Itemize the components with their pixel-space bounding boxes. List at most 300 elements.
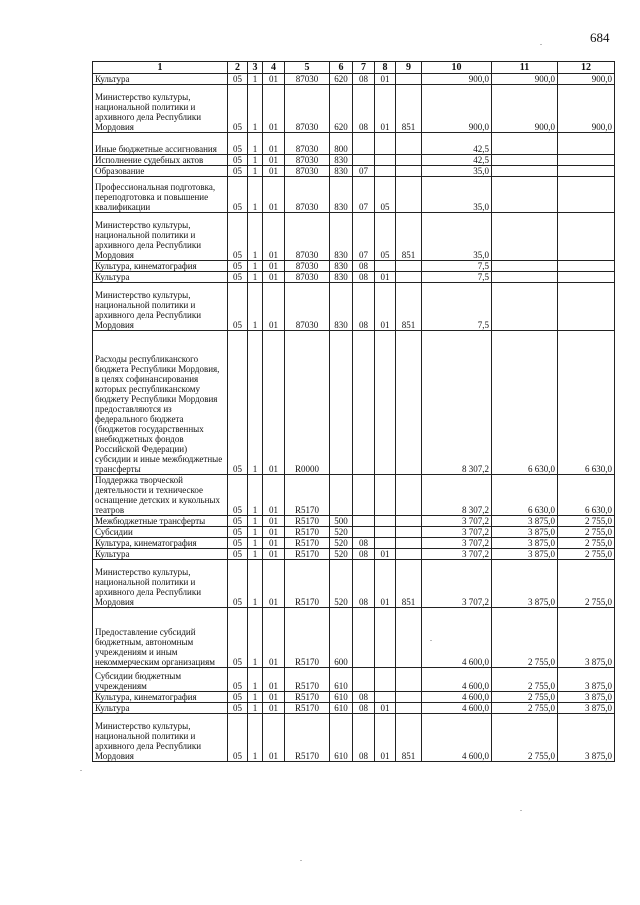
cell-direction: 87030 (285, 155, 330, 166)
cell-subprogram: 1 (248, 177, 263, 213)
cell-chapter: 05 (228, 177, 248, 213)
cell-subprogram: 1 (248, 692, 263, 703)
cell-amount-2022 (492, 133, 558, 155)
cell-expense-type: 830 (330, 155, 353, 166)
cell-ministry (396, 475, 422, 516)
cell-name: Министерство культуры, национальной политики и архивного дела Республики Мордовия (93, 560, 228, 608)
cell-direction: R5170 (285, 560, 330, 608)
cell-event: 01 (263, 608, 285, 668)
cell-event: 01 (263, 155, 285, 166)
budget-table (92, 61, 615, 762)
column-header-1: 1 (93, 62, 228, 74)
cell-amount-2022: 3 875,0 (492, 538, 558, 549)
cell-subsection: 01 (375, 85, 396, 133)
table-row (93, 155, 615, 166)
cell-chapter: 05 (228, 668, 248, 692)
cell-expense-type: 500 (330, 516, 353, 527)
table-row (93, 272, 615, 283)
cell-name: Иные бюджетные ассигнования (93, 133, 228, 155)
cell-amount-2023: 2 755,0 (558, 527, 615, 538)
cell-amount-2023: 900,0 (558, 85, 615, 133)
cell-expense-type: 610 (330, 692, 353, 703)
cell-amount-2023: 3 875,0 (558, 703, 615, 714)
cell-subsection (375, 608, 396, 668)
cell-direction: 87030 (285, 177, 330, 213)
cell-section (353, 527, 375, 538)
cell-amount-2021: 3 707,2 (422, 560, 492, 608)
cell-ministry (396, 703, 422, 714)
cell-section (353, 608, 375, 668)
cell-ministry (396, 272, 422, 283)
cell-amount-2023: 2 755,0 (558, 560, 615, 608)
cell-expense-type: 830 (330, 177, 353, 213)
cell-chapter: 05 (228, 166, 248, 177)
cell-amount-2021: 4 600,0 (422, 714, 492, 762)
cell-amount-2022: 2 755,0 (492, 714, 558, 762)
cell-name: Министерство культуры, национальной политики и архивного дела Республики Мордовия (93, 213, 228, 261)
cell-expense-type: 520 (330, 549, 353, 560)
cell-amount-2023 (558, 177, 615, 213)
cell-section: 08 (353, 703, 375, 714)
table-row (93, 608, 615, 668)
cell-event: 01 (263, 331, 285, 475)
cell-chapter: 05 (228, 714, 248, 762)
cell-event: 01 (263, 166, 285, 177)
table-row (93, 283, 615, 331)
cell-section: 08 (353, 692, 375, 703)
cell-direction: R0000 (285, 331, 330, 475)
cell-chapter: 05 (228, 692, 248, 703)
cell-subprogram: 1 (248, 283, 263, 331)
cell-amount-2022: 3 875,0 (492, 549, 558, 560)
cell-name: Культура (93, 703, 228, 714)
cell-expense-type: 830 (330, 283, 353, 331)
cell-subsection: 01 (375, 272, 396, 283)
cell-expense-type: 830 (330, 261, 353, 272)
cell-name: Министерство культуры, национальной политики и архивного дела Республики Мордовия (93, 714, 228, 762)
column-header-7: 7 (353, 62, 375, 74)
cell-chapter: 05 (228, 560, 248, 608)
page-number: 684 (590, 30, 610, 45)
cell-direction: R5170 (285, 475, 330, 516)
scan-speck (300, 860, 302, 861)
cell-subsection: 01 (375, 549, 396, 560)
cell-subprogram: 1 (248, 155, 263, 166)
cell-subprogram: 1 (248, 166, 263, 177)
cell-amount-2022: 2 755,0 (492, 668, 558, 692)
cell-amount-2021: 8 307,2 (422, 331, 492, 475)
cell-amount-2023: 2 755,0 (558, 538, 615, 549)
cell-amount-2021: 4 600,0 (422, 692, 492, 703)
cell-amount-2023 (558, 283, 615, 331)
cell-amount-2022 (492, 283, 558, 331)
cell-section (353, 133, 375, 155)
cell-section: 08 (353, 538, 375, 549)
table-row (93, 527, 615, 538)
cell-direction: R5170 (285, 608, 330, 668)
cell-expense-type: 600 (330, 608, 353, 668)
cell-amount-2023: 2 755,0 (558, 516, 615, 527)
cell-direction: 87030 (285, 272, 330, 283)
cell-amount-2022: 900,0 (492, 85, 558, 133)
cell-name: Культура, кинематография (93, 692, 228, 703)
cell-subprogram: 1 (248, 261, 263, 272)
cell-amount-2023: 6 630,0 (558, 475, 615, 516)
cell-chapter: 05 (228, 133, 248, 155)
cell-amount-2022: 3 875,0 (492, 516, 558, 527)
cell-ministry (396, 155, 422, 166)
cell-subprogram: 1 (248, 272, 263, 283)
cell-chapter: 05 (228, 283, 248, 331)
cell-subprogram: 1 (248, 475, 263, 516)
cell-amount-2021: 3 707,2 (422, 516, 492, 527)
cell-amount-2022: 3 875,0 (492, 560, 558, 608)
table-row (93, 549, 615, 560)
cell-subprogram: 1 (248, 668, 263, 692)
cell-expense-type: 830 (330, 166, 353, 177)
column-header-8: 8 (375, 62, 396, 74)
cell-subsection (375, 516, 396, 527)
cell-amount-2021: 42,5 (422, 133, 492, 155)
cell-amount-2022: 6 630,0 (492, 475, 558, 516)
table-row (93, 331, 615, 475)
cell-chapter: 05 (228, 331, 248, 475)
cell-event: 01 (263, 703, 285, 714)
cell-event: 01 (263, 516, 285, 527)
cell-ministry: 851 (396, 560, 422, 608)
cell-ministry (396, 177, 422, 213)
table-row (93, 177, 615, 213)
cell-section: 08 (353, 261, 375, 272)
table-row (93, 668, 615, 692)
cell-name: Межбюджетные трансферты (93, 516, 228, 527)
cell-amount-2021: 3 707,2 (422, 527, 492, 538)
cell-subprogram: 1 (248, 714, 263, 762)
scan-speck (430, 640, 432, 641)
cell-amount-2022: 2 755,0 (492, 608, 558, 668)
table-row (93, 213, 615, 261)
cell-amount-2021: 4 600,0 (422, 703, 492, 714)
cell-name: Культура, кинематография (93, 538, 228, 549)
table-row (93, 538, 615, 549)
cell-name: Поддержка творческой деятельности и техническое оснащение детских и кукольных театров (93, 475, 228, 516)
cell-amount-2021: 8 307,2 (422, 475, 492, 516)
cell-section: 08 (353, 85, 375, 133)
cell-direction: R5170 (285, 692, 330, 703)
cell-subsection (375, 155, 396, 166)
cell-chapter: 05 (228, 85, 248, 133)
cell-amount-2021: 7,5 (422, 261, 492, 272)
cell-name: Расходы республиканского бюджета Республики Мордовия, в целях софинансирования которых республиканскому бюджету Республики Мордовия предоставляются из федерального бюджета (бюджетов государственных внебюджетных фондов Российской Федерации) субсидии и иные межбюджетные трансферты (93, 331, 228, 475)
cell-section (353, 331, 375, 475)
cell-amount-2022 (492, 261, 558, 272)
cell-chapter: 05 (228, 549, 248, 560)
cell-section (353, 155, 375, 166)
cell-amount-2023 (558, 133, 615, 155)
cell-amount-2022 (492, 272, 558, 283)
cell-direction: R5170 (285, 714, 330, 762)
cell-section: 07 (353, 177, 375, 213)
cell-ministry: 851 (396, 85, 422, 133)
header-row (93, 62, 615, 74)
cell-ministry: 851 (396, 714, 422, 762)
cell-amount-2021: 3 707,2 (422, 538, 492, 549)
cell-section: 08 (353, 560, 375, 608)
cell-section: 07 (353, 166, 375, 177)
cell-amount-2023: 900,0 (558, 74, 615, 85)
cell-amount-2023 (558, 261, 615, 272)
cell-section: 08 (353, 272, 375, 283)
cell-amount-2021: 35,0 (422, 213, 492, 261)
cell-amount-2021: 7,5 (422, 272, 492, 283)
table-row (93, 516, 615, 527)
cell-subprogram: 1 (248, 608, 263, 668)
cell-expense-type: 800 (330, 133, 353, 155)
cell-subprogram: 1 (248, 133, 263, 155)
cell-direction: R5170 (285, 527, 330, 538)
table-row (93, 166, 615, 177)
cell-event: 01 (263, 283, 285, 331)
cell-direction: 87030 (285, 133, 330, 155)
cell-event: 01 (263, 85, 285, 133)
cell-amount-2021: 35,0 (422, 166, 492, 177)
column-header-10: 10 (422, 62, 492, 74)
cell-chapter: 05 (228, 155, 248, 166)
cell-name: Субсидии (93, 527, 228, 538)
cell-ministry (396, 166, 422, 177)
cell-direction: 87030 (285, 283, 330, 331)
cell-expense-type: 520 (330, 560, 353, 608)
cell-ministry (396, 549, 422, 560)
cell-chapter: 05 (228, 213, 248, 261)
scan-speck (80, 770, 82, 771)
cell-expense-type: 620 (330, 85, 353, 133)
cell-subsection: 01 (375, 703, 396, 714)
cell-section: 08 (353, 549, 375, 560)
cell-subsection (375, 475, 396, 516)
cell-chapter: 05 (228, 538, 248, 549)
cell-amount-2022: 2 755,0 (492, 703, 558, 714)
cell-amount-2021: 3 707,2 (422, 549, 492, 560)
cell-subprogram: 1 (248, 549, 263, 560)
cell-amount-2022: 3 875,0 (492, 527, 558, 538)
cell-expense-type (330, 331, 353, 475)
cell-name: Культура (93, 272, 228, 283)
table-row (93, 692, 615, 703)
cell-section (353, 668, 375, 692)
column-header-3: 3 (248, 62, 263, 74)
cell-direction: 87030 (285, 261, 330, 272)
cell-amount-2023: 3 875,0 (558, 692, 615, 703)
cell-expense-type: 620 (330, 74, 353, 85)
cell-amount-2021: 7,5 (422, 283, 492, 331)
scan-speck (520, 810, 522, 811)
table-row (93, 85, 615, 133)
cell-direction: R5170 (285, 538, 330, 549)
cell-subprogram: 1 (248, 703, 263, 714)
cell-ministry (396, 527, 422, 538)
cell-subsection: 01 (375, 560, 396, 608)
cell-name: Культура, кинематография (93, 261, 228, 272)
cell-subprogram: 1 (248, 85, 263, 133)
cell-event: 01 (263, 475, 285, 516)
cell-event: 01 (263, 527, 285, 538)
cell-amount-2023 (558, 155, 615, 166)
cell-amount-2022: 6 630,0 (492, 331, 558, 475)
cell-ministry (396, 608, 422, 668)
column-header-4: 4 (263, 62, 285, 74)
cell-name: Культура (93, 549, 228, 560)
cell-direction: 87030 (285, 85, 330, 133)
cell-subsection (375, 331, 396, 475)
cell-subsection (375, 668, 396, 692)
cell-event: 01 (263, 74, 285, 85)
cell-name: Предоставление субсидий бюджетным, автономным учреждениям и иным некоммерческим организациям (93, 608, 228, 668)
cell-amount-2021: 42,5 (422, 155, 492, 166)
cell-expense-type (330, 475, 353, 516)
cell-name: Профессиональная подготовка, переподготовка и повышение квалификации (93, 177, 228, 213)
column-header-12: 12 (558, 62, 615, 74)
cell-chapter: 05 (228, 475, 248, 516)
cell-name: Субсидии бюджетным учреждениям (93, 668, 228, 692)
cell-amount-2022: 2 755,0 (492, 692, 558, 703)
cell-event: 01 (263, 261, 285, 272)
table-row (93, 261, 615, 272)
cell-expense-type: 610 (330, 703, 353, 714)
cell-section: 08 (353, 74, 375, 85)
cell-chapter: 05 (228, 272, 248, 283)
cell-subsection: 01 (375, 74, 396, 85)
cell-chapter: 05 (228, 516, 248, 527)
cell-chapter: 05 (228, 703, 248, 714)
cell-amount-2021: 4 600,0 (422, 608, 492, 668)
column-header-5: 5 (285, 62, 330, 74)
cell-direction: R5170 (285, 549, 330, 560)
column-header-6: 6 (330, 62, 353, 74)
cell-section (353, 475, 375, 516)
cell-chapter: 05 (228, 527, 248, 538)
cell-chapter: 05 (228, 261, 248, 272)
cell-chapter: 05 (228, 608, 248, 668)
cell-subprogram: 1 (248, 527, 263, 538)
cell-subprogram: 1 (248, 74, 263, 85)
cell-subsection: 01 (375, 283, 396, 331)
table-row (93, 714, 615, 762)
column-header-2: 2 (228, 62, 248, 74)
cell-ministry (396, 74, 422, 85)
table-row (93, 703, 615, 714)
cell-amount-2021: 4 600,0 (422, 668, 492, 692)
cell-name: Министерство культуры, национальной политики и архивного дела Республики Мордовия (93, 283, 228, 331)
table-row (93, 133, 615, 155)
cell-expense-type: 520 (330, 527, 353, 538)
table-row (93, 74, 615, 85)
cell-amount-2023: 6 630,0 (558, 331, 615, 475)
cell-name: Культура (93, 74, 228, 85)
cell-ministry: 851 (396, 283, 422, 331)
cell-subsection: 05 (375, 213, 396, 261)
cell-amount-2021: 900,0 (422, 74, 492, 85)
scan-speck (540, 44, 542, 45)
cell-event: 01 (263, 668, 285, 692)
cell-subprogram: 1 (248, 331, 263, 475)
cell-name: Исполнение судебных актов (93, 155, 228, 166)
cell-event: 01 (263, 549, 285, 560)
cell-subsection (375, 527, 396, 538)
cell-ministry (396, 516, 422, 527)
cell-subsection (375, 692, 396, 703)
cell-chapter: 05 (228, 74, 248, 85)
cell-event: 01 (263, 133, 285, 155)
cell-amount-2022 (492, 166, 558, 177)
cell-subprogram: 1 (248, 516, 263, 527)
cell-expense-type: 520 (330, 538, 353, 549)
cell-subsection: 01 (375, 714, 396, 762)
table-body (93, 74, 615, 762)
cell-ministry (396, 668, 422, 692)
cell-amount-2022 (492, 177, 558, 213)
cell-amount-2023: 3 875,0 (558, 668, 615, 692)
cell-ministry (396, 538, 422, 549)
cell-expense-type: 610 (330, 714, 353, 762)
cell-direction: 87030 (285, 74, 330, 85)
table-row (93, 475, 615, 516)
cell-ministry (396, 133, 422, 155)
cell-event: 01 (263, 714, 285, 762)
cell-amount-2023: 3 875,0 (558, 608, 615, 668)
cell-direction: R5170 (285, 516, 330, 527)
column-header-11: 11 (492, 62, 558, 74)
cell-amount-2022: 900,0 (492, 74, 558, 85)
cell-subsection (375, 166, 396, 177)
cell-ministry: 851 (396, 213, 422, 261)
cell-amount-2021: 35,0 (422, 177, 492, 213)
cell-amount-2022 (492, 155, 558, 166)
cell-section: 08 (353, 714, 375, 762)
cell-subprogram: 1 (248, 560, 263, 608)
cell-amount-2023: 2 755,0 (558, 549, 615, 560)
cell-subsection: 05 (375, 177, 396, 213)
cell-ministry (396, 331, 422, 475)
cell-amount-2023 (558, 213, 615, 261)
cell-ministry (396, 692, 422, 703)
cell-amount-2021: 900,0 (422, 85, 492, 133)
table-row (93, 560, 615, 608)
cell-expense-type: 610 (330, 668, 353, 692)
cell-subsection (375, 538, 396, 549)
cell-expense-type: 830 (330, 272, 353, 283)
cell-event: 01 (263, 177, 285, 213)
cell-subprogram: 1 (248, 538, 263, 549)
cell-direction: R5170 (285, 668, 330, 692)
cell-amount-2023: 3 875,0 (558, 714, 615, 762)
cell-name: Образование (93, 166, 228, 177)
column-header-9: 9 (396, 62, 422, 74)
cell-event: 01 (263, 213, 285, 261)
cell-event: 01 (263, 272, 285, 283)
cell-section: 08 (353, 283, 375, 331)
cell-direction: 87030 (285, 213, 330, 261)
cell-amount-2023 (558, 272, 615, 283)
cell-section: 07 (353, 213, 375, 261)
cell-event: 01 (263, 538, 285, 549)
cell-name: Министерство культуры, национальной политики и архивного дела Республики Мордовия (93, 85, 228, 133)
cell-direction: R5170 (285, 703, 330, 714)
cell-event: 01 (263, 560, 285, 608)
cell-event: 01 (263, 692, 285, 703)
cell-section (353, 516, 375, 527)
cell-amount-2023 (558, 166, 615, 177)
